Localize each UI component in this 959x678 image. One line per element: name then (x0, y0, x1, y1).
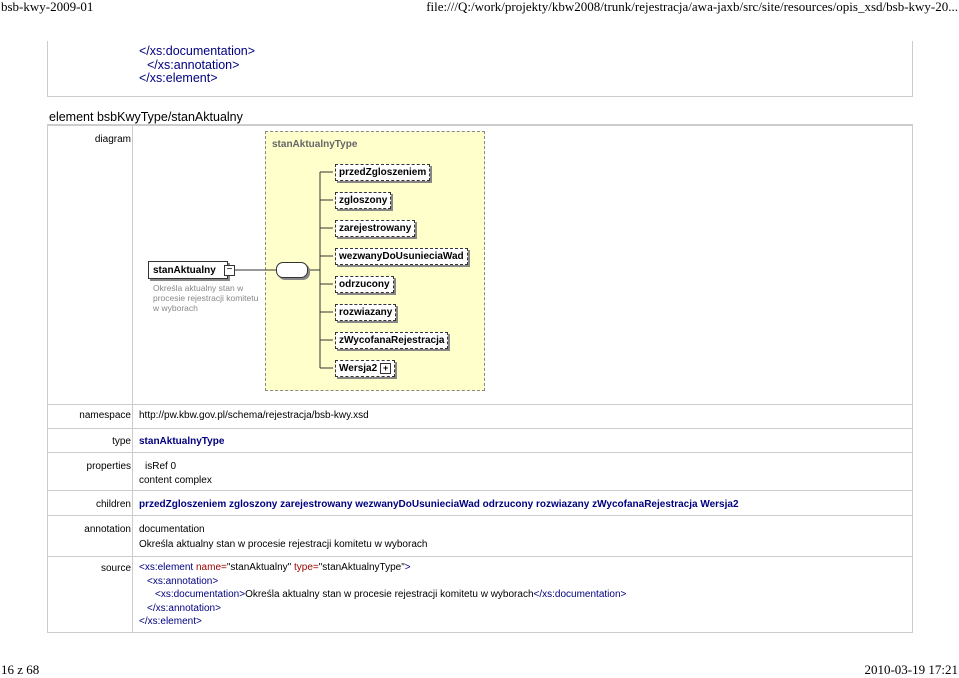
source-line: <xs:element name="stanAktualny" type="stanAktualnyType"> (139, 562, 411, 573)
element-heading-prefix: element (49, 110, 94, 124)
namespace-value: http://pw.kbw.gov.pl/schema/rejestracja/bsb-kwy.xsd (139, 410, 369, 421)
diagram-child-wezwanyDoUsunieciaWad[interactable]: wezwanyDoUsunieciaWad (335, 248, 468, 265)
label-children: children (95, 499, 131, 510)
property-content: content complex (139, 475, 212, 486)
label-type: type (112, 436, 131, 447)
source-line: </xs:annotation> (147, 57, 240, 72)
label-properties: properties (86, 461, 131, 472)
diagram-child-zarejestrowany[interactable]: zarejestrowany (335, 220, 415, 237)
diagram-child-zgloszony[interactable]: zgloszony (335, 192, 391, 209)
source-line: <xs:annotation> (147, 575, 219, 587)
diagram-child-zWycofanaRejestracja[interactable]: zWycofanaRejestracja (335, 332, 448, 349)
property-isref: isRef 0 (145, 461, 177, 472)
annotation-text: Określa aktualny stan w procesie rejestracji komitetu w wyborach (139, 539, 428, 550)
source-line: </xs:element> (139, 616, 202, 627)
child-link[interactable]: Wersja2 (700, 499, 739, 510)
source-line: <xs:documentation>Określa aktualny stan w procesie rejestracji komitetu w wyborach</xs:documentation> (155, 589, 627, 600)
child-link[interactable]: zWycofanaRejestracja (592, 499, 698, 510)
source-line: </xs:annotation> (147, 602, 221, 614)
label-source: source (100, 563, 131, 574)
diagram-child-odrzucony[interactable]: odrzucony (335, 276, 394, 293)
print-timestamp: 2010-03-19 17:21 (864, 662, 958, 677)
diagram-child-przedZgloszeniem[interactable]: przedZgloszeniem (335, 164, 430, 181)
diagram-annotation: Określa aktualny stan w procesie rejestracji komitetu w wyborach (153, 283, 259, 313)
diagram-child-rozwiazany[interactable]: rozwiazany (335, 304, 396, 321)
expand-icon[interactable]: + (380, 363, 391, 374)
diagram-child-Wersja2[interactable] (335, 360, 395, 377)
child-link[interactable]: przedZgloszeniem (139, 499, 227, 510)
child-link[interactable]: zarejestrowany (280, 499, 353, 510)
label-diagram: diagram (94, 134, 131, 145)
diagram-element-box[interactable]: stanAktualny (148, 261, 228, 279)
collapse-icon[interactable]: − (224, 265, 235, 276)
page-title-header: bsb-kwy-2009-01 (1, 0, 94, 14)
type-link[interactable]: stanAktualnyType (139, 436, 225, 447)
source-line: </xs:documentation> (139, 44, 256, 58)
sequence-compositor (276, 262, 308, 278)
diagram-child-label: Wersja2 (339, 363, 378, 375)
child-link[interactable]: wezwanyDoUsunieciaWad (355, 499, 480, 510)
child-link[interactable]: zgloszony (229, 499, 278, 510)
page-counter: 16 z 68 (1, 662, 40, 677)
label-annotation: annotation (84, 524, 131, 535)
child-link[interactable]: odrzucony (482, 499, 534, 510)
child-link[interactable]: rozwiazany (536, 499, 590, 510)
diagram-type-title: stanAktualnyType (272, 139, 358, 150)
annotation-label: documentation (139, 524, 205, 535)
page-url-header: file:///Q:/work/projekty/kbw2008/trunk/rejestracja/awa-jaxb/src/site/resources/opis_xsd/bsb-kwy-20... (426, 0, 958, 14)
source-line: </xs:element> (139, 71, 218, 85)
label-namespace: namespace (79, 410, 131, 421)
element-heading-name: bsbKwyType/stanAktualny (96, 110, 243, 124)
